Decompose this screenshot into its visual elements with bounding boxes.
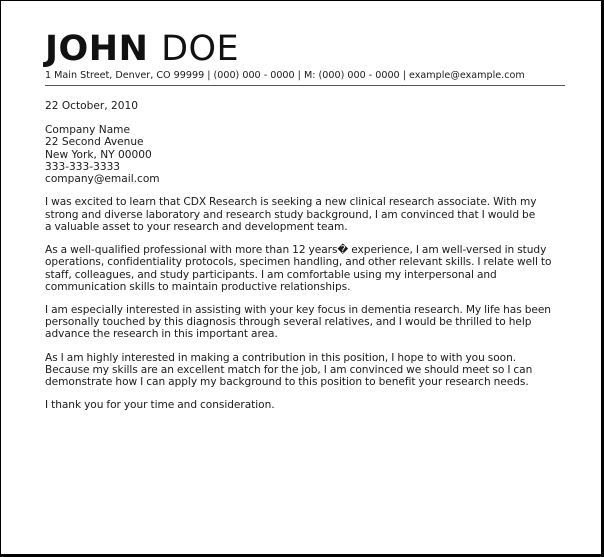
- sender-last-name: DOE: [161, 29, 240, 69]
- recipient-city: New York, NY 00000: [45, 148, 152, 161]
- recipient-company: Company Name: [45, 124, 131, 136]
- recipient-email: company@email.com: [45, 173, 160, 186]
- body-paragraph-5: [45, 399, 565, 411]
- paragraph-line: As I am highly interested in making a contribution in this position, I hope to with you soon.: [45, 351, 517, 364]
- letter-date: 22 October, 2010: [45, 100, 138, 112]
- body-paragraph-1: [45, 196, 565, 233]
- paragraph-line: advance the research in this important area.: [45, 328, 278, 341]
- paragraph-line: a valuable asset to your research and development team.: [45, 220, 348, 233]
- sender-name: [45, 29, 565, 69]
- paragraph-line: As a well-qualified professional with more than 12 years� experience, I am well-versed in study: [45, 244, 547, 257]
- body-paragraph-3: [45, 304, 565, 341]
- recipient-street: 22 Second Avenue: [45, 136, 144, 149]
- paragraph-line: I was excited to learn that CDX Research is seeking a new clinical research associate. With my: [45, 196, 537, 209]
- recipient-phone: 333-333-3333: [45, 160, 121, 173]
- sender-contact-line: 1 Main Street, Denver, CO 99999 | (000) 000 - 0000 | M: (000) 000 - 0000 | example@example.com: [45, 69, 565, 86]
- paragraph-line: Because my skills are an excellent match for the job, I am convinced we should meet so I can: [45, 363, 533, 376]
- letter-content: [45, 29, 565, 411]
- paragraph-line: demonstrate how I can apply my background to this position to benefit your research needs.: [45, 375, 529, 388]
- recipient-block: [45, 124, 565, 185]
- body-paragraph-4: [45, 352, 565, 389]
- paragraph-line: personally touched by this diagnosis through several relatives, and I would be thrilled to help: [45, 316, 532, 329]
- sender-first-name: JOHN: [45, 29, 149, 69]
- paragraph-line: staff, colleagues, and study participants. I am comfortable using my interpersonal and: [45, 268, 497, 281]
- paragraph-line: operations, confidentiality protocols, specimen handling, and other relevant skills. I relate well to: [45, 256, 552, 269]
- paragraph-line: communication skills to maintain productive relationships.: [45, 280, 351, 293]
- paragraph-line: strong and diverse laboratory and research study background, I am convinced that I would be: [45, 208, 536, 221]
- body-paragraph-2: [45, 244, 565, 293]
- paragraph-line: I am especially interested in assisting with your key focus in dementia research. My life has been: [45, 303, 551, 316]
- paragraph-line: I thank you for your time and consideration.: [45, 399, 275, 412]
